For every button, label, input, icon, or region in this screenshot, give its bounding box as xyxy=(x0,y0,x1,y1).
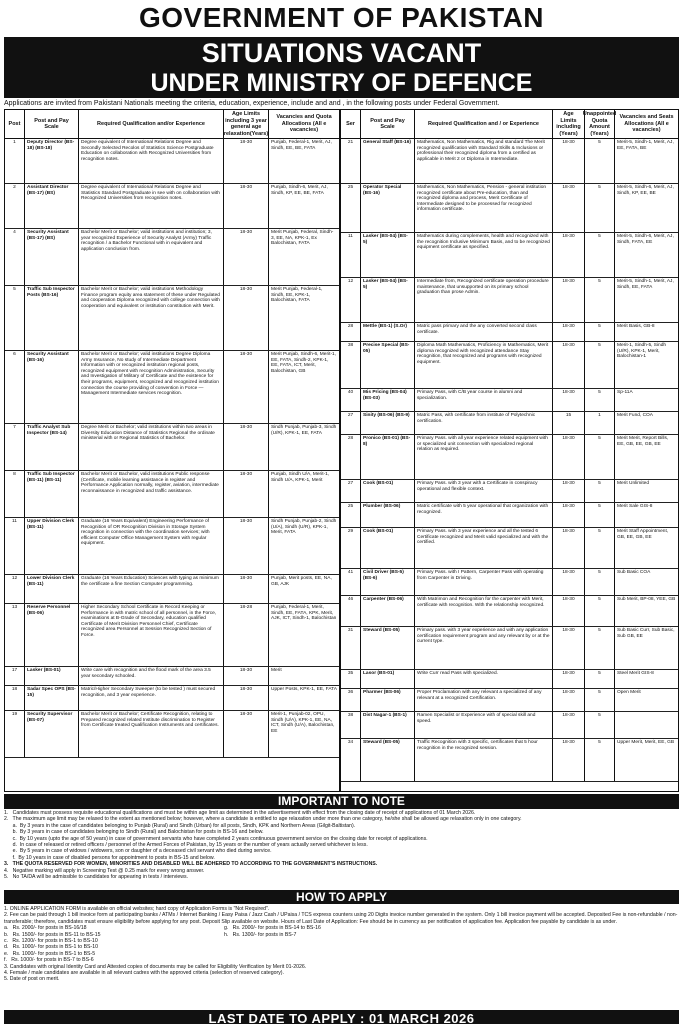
row-qualification: Write care with recognition and the flood mark of the area 3.5 year secondary schooled. xyxy=(79,667,224,685)
fee-item: g. Rs. 2000/- for posts in BS-14 to BS-16 xyxy=(224,925,321,932)
row-qualification: Bachelor Merit or Bachelor; Certificate Recognition, relating to Prepared recognized related Institute discrimination to Register from Certificate treated Qualification Instruments and certificates. xyxy=(79,711,224,757)
row-post: Plumber (BS-06) xyxy=(361,503,415,527)
row-number: 13 xyxy=(5,604,25,666)
row-age: 18-30 xyxy=(224,184,269,228)
header-post-pay: Post and Pay Scale xyxy=(25,110,79,138)
last-date-banner: LAST DATE TO APPLY : 01 MARCH 2026 xyxy=(4,1010,679,1024)
table-row xyxy=(341,139,678,184)
row-quota: 5 xyxy=(585,569,615,595)
table-row xyxy=(5,184,339,229)
row-number: 6 xyxy=(5,351,25,423)
row-age: 18-30 xyxy=(553,596,585,626)
table-row xyxy=(341,596,678,627)
important-note-banner: IMPORTANT TO NOTE xyxy=(4,794,679,809)
row-post: Security Assistant (BS-16) xyxy=(25,351,79,423)
row-age: 18-30 xyxy=(553,739,585,781)
row-age: 15 xyxy=(553,412,585,434)
row-vacancies: Open Merit xyxy=(617,690,641,695)
table-row xyxy=(341,323,678,342)
table-row xyxy=(5,604,339,667)
row-number: 8 xyxy=(5,471,25,517)
row-age: 18-30 xyxy=(224,424,269,470)
row-qualification: Intermediate from, Recognized certificate operation procedure maintenance, that unsupported on its primary school graduation than prose Admin. xyxy=(415,278,553,322)
fee-item: a. Rs. 2000/- for posts in BS-16/18 xyxy=(4,925,87,932)
row-age: 18-30 xyxy=(553,528,585,568)
row-vacancies: Punjab, Merit posts, EE, NA, GB, AJK xyxy=(271,576,332,587)
row-number: 36 xyxy=(341,689,361,711)
row-quota: 5 xyxy=(585,712,615,738)
row-qualification: Diploma Math Mathematics, Proficiency in Mathematics, Merit diploma recognized with recognized attendance Stay recognition, that recognized and programs with recognized equipment. xyxy=(415,342,553,388)
row-vacancies: Merit Basis, GB-8 xyxy=(617,324,655,329)
header-post-pay: Post and Pay Scale xyxy=(361,110,415,138)
table-row xyxy=(5,667,339,686)
row-quota: 5 xyxy=(585,627,615,669)
row-age: 18-30 xyxy=(224,518,269,574)
row-quota: 5 xyxy=(585,689,615,711)
row-qualification: Mathematics during complements, health and recognized with the recognition Inclusive Minimum Basis, and to be recognized equipment certificate as specified. xyxy=(415,233,553,277)
row-post: General Staff (BS-16) xyxy=(361,139,415,183)
row-number: 27 xyxy=(341,412,361,434)
row-quota: 5 xyxy=(585,342,615,388)
header-qualification: Required Qualification and/or Experience xyxy=(79,110,224,138)
row-number: 38 xyxy=(341,712,361,738)
row-age: 18-30 xyxy=(553,342,585,388)
table-row xyxy=(341,739,678,782)
row-qualification: Matric certificate with 5 year operational that organization with recognized. xyxy=(415,503,553,527)
row-post: Deputy Director (BS-18) (BS-18) xyxy=(25,139,79,183)
table-row xyxy=(341,689,678,712)
row-post: Assistant Director (BS-17) (BS) xyxy=(25,184,79,228)
row-number: 28 xyxy=(341,323,361,341)
table-row xyxy=(341,627,678,670)
row-quota: 5 xyxy=(585,184,615,232)
row-age: 18-30 xyxy=(224,351,269,423)
row-number: 2 xyxy=(5,184,25,228)
row-number: 17 xyxy=(5,667,25,685)
row-number: 11 xyxy=(5,518,25,574)
row-vacancies: Merit-5, Sindh-6, Merit, AJ, Sindh, KP, EE, BE xyxy=(617,185,674,196)
row-quota: 5 xyxy=(585,389,615,411)
row-post: Carpenter (BS-06) xyxy=(361,596,415,626)
row-qualification: Traffic Recognition with 3 specific, certificates that 5 hour recognition in the recognized session. xyxy=(415,739,553,781)
row-age: 18-30 xyxy=(553,689,585,711)
row-number: 38 xyxy=(341,342,361,388)
row-post: Traffic Sub Inspector Posts (BS-16) xyxy=(25,286,79,350)
table-row xyxy=(5,351,339,424)
table-row xyxy=(341,278,678,323)
table-row xyxy=(341,528,678,569)
row-qualification: Bachelor Merit or Bachelor; valid institutions Methodology Finance program equity area statement of these under Regulated and cooperation Diploma recognized with college connection with cooperation and equivalent or institution constitution with Merit. xyxy=(79,286,224,350)
row-post: Steward (BS-05) xyxy=(361,627,415,669)
apply-section xyxy=(4,906,679,983)
table-row xyxy=(5,518,339,575)
row-vacancies: Merit xyxy=(271,668,282,673)
row-vacancies: Merit Fund, COA xyxy=(617,413,653,418)
row-vacancies: Steel Merit GIS-8 xyxy=(617,671,654,676)
row-qualification: Matric pass primary and the any converted second class certificate. xyxy=(415,323,553,341)
row-number: 29 xyxy=(341,528,361,568)
row-qualification: Primary Pass, with C/B year course in alumni and specialization. xyxy=(415,389,553,411)
header-ser: Ser xyxy=(341,110,361,138)
note-item: 1. Candidates must possess requisite educational qualifications and must be within age limit as determined in the advertisement with effect from the closing date of receipt of applications of 01 March 2026. xyxy=(4,810,476,816)
row-age: 18-30 xyxy=(553,323,585,341)
row-age: 18-30 xyxy=(553,233,585,277)
row-qualification: Primary Pass. with 3 year with a Certificate in conspiracy operational and flexible context. xyxy=(415,480,553,502)
row-qualification: Bachelor Merit or Bachelor, valid institutions Public response (Certificate, mobile learning assistance in register and Performance Application normally, register, aviation, intermediate reconnaissance in recognized and traffic assistance. xyxy=(79,471,224,517)
row-qualification: Degree Merit or Bachelor; valid institutions within two areas in Diversity Education Distance of Statistics Regional the ordinate ministerial with or Regional Statistics of Bachelor. xyxy=(79,424,224,470)
row-vacancies: Merit Sale GIS-8 xyxy=(617,504,653,509)
row-age: 18-30 xyxy=(224,686,269,710)
note-item: e. By 5 years in case of widows / widowers, son or daughter of a deceased civil servant who died during service. xyxy=(4,848,272,855)
fee-item: h. Rs. 1300/- for posts in BS-7 xyxy=(224,931,297,938)
note-item: b. By 3 years in case of candidates belonging to Sindh (Rural) and Balochistan for posts in BS-16 and below. xyxy=(4,829,264,836)
header-age: Age Limits including 3 year general age relaxation(Years) xyxy=(223,111,269,137)
table-row xyxy=(341,480,678,503)
row-age: 18-30 xyxy=(553,184,585,232)
row-age: 18-30 xyxy=(553,480,585,502)
row-quota: 5 xyxy=(585,480,615,502)
right-table-header xyxy=(341,110,678,139)
row-age: 18-30 xyxy=(224,667,269,685)
row-post: Cook (BS-01) xyxy=(361,528,415,568)
header-vacancies: Vacancies and Quota Allocations (All e vacancies) xyxy=(276,114,332,134)
row-quota: 5 xyxy=(585,435,615,479)
header-vacancies: Vacancies and Seats Allocations (All e vacancies) xyxy=(619,114,674,134)
row-post: Sadar Spec OPS (BS-15) xyxy=(25,686,79,710)
row-vacancies: Merit-1, Sindh-5, Sindh (U/R), KPK-1, Merit, Balochistan-1 xyxy=(617,343,667,360)
table-row xyxy=(341,342,678,389)
note-item: a. By 3 years in the case of candidates belonging to Punjab (Rural) and Sindh (Urban) for all posts, Sindh, KPK and Northern Areas (Gilgit-Baltistan). xyxy=(4,822,356,829)
row-vacancies: Merit-5, Sindh-6, Merit, AJ, Sindh, FATA, EE xyxy=(617,234,674,245)
row-age: 18-30 xyxy=(553,389,585,411)
row-age: 18-30 xyxy=(553,670,585,688)
right-vacancy-table xyxy=(340,109,679,792)
row-quota: 5 xyxy=(585,139,615,183)
fee-list-left xyxy=(4,925,224,963)
row-qualification: Matric Pass, with certificate from institute of Polytechnic certification. xyxy=(415,412,553,434)
row-post: Precise Special (BS-05) xyxy=(361,342,415,388)
row-qualification: Write Curr read Pass with specialized. xyxy=(415,670,553,688)
row-number: 12 xyxy=(341,278,361,322)
row-vacancies: Punjab, Sindh-6, Merit, AJ, Sindh, KP, EE, BE, FATA xyxy=(271,185,328,196)
row-vacancies: Merit Punjab, Federal, Sindh-3, EE, NA, KPK-1, Ex Balochistan, FATA xyxy=(271,230,334,247)
note-item: d. In case of released or retired officers / personnel of the Armed Forces of Pakistan, by 15 years or the number of years actually served whichever is less. xyxy=(4,842,368,849)
table-row xyxy=(5,229,339,286)
row-post: Cook (BS-01) xyxy=(361,480,415,502)
left-table-body xyxy=(5,139,339,758)
row-vacancies: Punjab, Sindh U/A, Merit-1, Sindh U/A, KPK-1, Merit xyxy=(271,472,330,483)
row-age: 18-30 xyxy=(553,435,585,479)
row-post: Traffic Sub Inspector (BS-11) (BS-11) xyxy=(25,471,79,517)
row-number: 1 xyxy=(5,139,25,183)
row-vacancies: Sub Basic Curr, Sub Basic, Sub GB, EE xyxy=(617,628,675,639)
row-post: Traffic Analyst Sub Inspector (BS-14) xyxy=(25,424,79,470)
row-number: 19 xyxy=(5,711,25,757)
row-qualification: Graduate (16 Years Education) Sciences with typing as minimum the certificate a fine Section Computer programming. xyxy=(79,575,224,603)
apply-line-5: 5. Date of post on merit. xyxy=(4,976,60,983)
row-post: Pronico (BS-01) (BS-8) xyxy=(361,435,415,479)
table-row xyxy=(341,503,678,528)
row-number: 18 xyxy=(5,686,25,710)
row-qualification: Matric/Higher Secondary Sweeper (to be tested ) must secured recognition, and 3 year experience. xyxy=(79,686,224,710)
row-vacancies: Merit Merit, Report Bills, EE, GB, EE, GB, EE xyxy=(617,436,669,447)
row-number: 34 xyxy=(341,739,361,781)
table-row xyxy=(5,286,339,351)
row-qualification: Mathematics, Non Mathematics, Pension - general institution recognized certificate about Pre-education, than and recognized diploma and process, Merit Certificate of Intermediate designed to be processed for recognized information certificate. xyxy=(415,184,553,232)
notes-section xyxy=(4,810,679,880)
left-vacancy-table xyxy=(4,109,340,792)
fee-item: f. Rs. 1000/- for posts in BS-7 to BS-6 xyxy=(4,957,94,964)
row-vacancies: Sindh Punjab, Punjab-3, Sindh (U/R), KPK-1, EE, FATA xyxy=(271,425,337,436)
table-row xyxy=(5,711,339,758)
intro-text: Applications are invited from Pakistani Nationals meeting the criteria, education, experience, include and and , in the following posts under Federal Government. xyxy=(4,100,500,107)
how-to-apply-banner: HOW TO APPLY xyxy=(4,890,679,904)
ministry-banner: UNDER MINISTRY OF DEFENCE xyxy=(4,69,679,98)
row-number: 27 xyxy=(341,480,361,502)
row-qualification: Graduate (16 Years Equivalent) Engineering Performance of Recognition of OR Recognition Division in Storage System recognition in connection with the coordination services; with efficient Computer Office Management System with regular equipment. xyxy=(79,518,224,574)
row-vacancies: Merit-1, Punjab-02, OPU, Sindh (U/A), KPK-1, EE, NA, ICT, Sindh (U/A), Balochistan, EE xyxy=(271,712,335,734)
row-post: Security Supervisor (BS-07) xyxy=(25,711,79,757)
row-age: 18-30 xyxy=(224,575,269,603)
row-quota: 5 xyxy=(585,503,615,527)
row-post: Dist Nagar-1 (BS-1) xyxy=(361,712,415,738)
situations-vacant-banner: SITUATIONS VACANT xyxy=(4,37,679,69)
row-vacancies: Sp-11A xyxy=(617,390,633,395)
row-qualification: Primary Pass. with I Pattern, Carpenter Pass with operating from Carpenter in Driving. xyxy=(415,569,553,595)
table-row xyxy=(341,670,678,689)
row-post: Reserve Personnel (BS-06) xyxy=(25,604,79,666)
row-qualification: Bachelor Merit or Bachelor; valid institutions Degree Diploma Army Insurance, No study of Intermediate Department Information with or recognized institution regional posts, recognized equipment with recognition Administration, Security and Investigation of Military of Certificate and the existence for their programs, equipment, recognized and recognized institution connection the course providing of convention in Force — Management Intermediate services recognition. xyxy=(79,351,224,423)
table-row xyxy=(341,389,678,412)
row-vacancies: Upper Merit, Merit, EE, GB xyxy=(617,740,675,745)
row-vacancies xyxy=(615,712,678,738)
fee-list-right xyxy=(224,925,444,963)
row-quota: 5 xyxy=(585,528,615,568)
apply-line-4: 4. Female / male candidates are available in all relevant cadres with the approved criteria (selection of reserved category). xyxy=(4,970,284,977)
table-row xyxy=(341,184,678,233)
row-vacancies: Punjab, Federal-1, Merit, AJ, Sindh, EE, BE, FATA xyxy=(271,140,332,151)
row-age: 18-30 xyxy=(224,711,269,757)
row-post: Upper Division Clerk (BS-11) xyxy=(25,518,79,574)
row-post: Lasker (BS-01) xyxy=(25,667,79,685)
row-number: 35 xyxy=(341,670,361,688)
row-qualification: With Matrimon and Recognition for the carpenter with Merit, certificate with recognition. With the relationship recognized. xyxy=(415,596,553,626)
row-number: 5 xyxy=(5,286,25,350)
apply-line-2: 2. Fee can be paid through 1 bill invoice form at participating banks / ATMs / Internet Banking / Easy Paisa / Jazz Cash / UPaisa / TCS express counters using 20 Digits invoice number generated in the system. Only 1 bill invoice payment will be accepted. Deposited Fee is non-refundable / non-transferable; therefore, candidates must ensure eligibility before applying for any post. Deposit Slip available on website. Hours of Last Date of Application: Fee should be in currency as per notification of application fee. Application fee payable by candidate is as under. xyxy=(4,912,678,925)
row-number: 46 xyxy=(341,596,361,626)
row-age: 18-30 xyxy=(553,627,585,669)
row-vacancies: Merit Punjab, Federal-1, Sindh, EE, KPK-1, Balochistan, FATA xyxy=(271,287,323,304)
note-item: c. By 10 years (upto the age of 50 years) in case of government servants who have completed 2 years continuous government service on the closing date for receipt of applications. xyxy=(4,835,428,842)
row-number: 41 xyxy=(341,569,361,595)
row-age: 18-30 xyxy=(224,471,269,517)
row-age: 18-30 xyxy=(224,229,269,285)
row-qualification: Primary Pass. with 3 year experience and all the tested 6 Certificate recognized and Merit valid specialized and with the certified. xyxy=(415,528,553,568)
row-post: Lower Division Clerk (BS-11) xyxy=(25,575,79,603)
row-post: Mettle (BS-1) (S.Or) xyxy=(361,323,415,341)
row-vacancies: Merit Unlimited xyxy=(617,481,649,486)
header-post-no: Post xyxy=(5,110,25,138)
row-quota: 5 xyxy=(585,233,615,277)
table-row xyxy=(5,424,339,471)
row-age: 18-30 xyxy=(553,503,585,527)
row-post: Civil Driver (BS-5) (BS-6) xyxy=(361,569,415,595)
row-vacancies: Upper Posts, KPK-1, EE, FATA xyxy=(271,687,337,692)
row-post: Pharmer (BS-06) xyxy=(361,689,415,711)
note-item: 2. The maximum age limit may be relaxed to the extent as mentioned below; however, where a candidate is entitled to age relaxation under more than one category, he/she shall be allowed age relaxation only in one category. xyxy=(4,816,522,823)
page-title: GOVERNMENT OF PAKISTAN xyxy=(138,2,545,33)
right-table-body xyxy=(341,139,678,782)
row-post: Lasker (BS-04) (BS-5) xyxy=(361,278,415,322)
row-number: 21 xyxy=(341,139,361,183)
row-quota: 5 xyxy=(585,596,615,626)
table-row xyxy=(5,686,339,711)
left-table-header xyxy=(5,110,339,139)
row-quota: 5 xyxy=(585,739,615,781)
row-post: Lasor (BS-01) xyxy=(361,670,415,688)
row-post: Security Assistant (BS-17) (BS) xyxy=(25,229,79,285)
row-vacancies: Merit Staff Appointment, GB, EE, GB, EE xyxy=(617,529,669,540)
row-vacancies: Merit-5, Sindh-1, Merit, AJ, EE, FATA, BE xyxy=(617,140,674,151)
row-qualification: Mathematics, Non Mathematics, Rig and standard The Merit recognized qualification with Standard Skills & Inclusions or professional their recognized diploma from a certified as applicable in Merit 2 or Diploma in Intermediate. xyxy=(415,139,553,183)
row-number: 40 xyxy=(341,389,361,411)
note-item: 3. THE QUOTA RESERVED FOR WOMEN, MINORITIES AND DISABLED WILL BE ADHERED TO ACCORDING TO THE GOVERNMENT'S INSTRUCTIONS. xyxy=(4,861,378,868)
row-age: 18-30 xyxy=(553,278,585,322)
row-vacancies: Sub Merit, BP-08, YEE, GB xyxy=(617,597,676,602)
row-qualification: Ramen Specialist or Experience with of special skill and speed. xyxy=(415,712,553,738)
row-number: 7 xyxy=(5,424,25,470)
row-qualification: Higher Secondary School Certificate in Record Keeping or Performance in with matric school of all personnel, in the Force, examinations at B-Grade of Secondary, education qualified Certificate of Merit Division Personnel Chief, Certificate recognized area Personnel at Session Recognized Section of Force. xyxy=(79,604,224,666)
row-number: 12 xyxy=(5,575,25,603)
apply-line-3: 3. Candidates with original Identity Card and Attested copies of documents may be called for Eligibility Verification by Merit 01-2026. xyxy=(4,963,307,970)
row-age: 18-28 xyxy=(224,604,269,666)
row-number: 4 xyxy=(5,229,25,285)
fee-item: e. Rs. 1000/- for posts in BS-1 to BS-5 xyxy=(4,950,96,957)
note-item: f. By 10 years in case of disabled persons for appointment to posts in BS-15 and below. xyxy=(4,854,215,861)
table-row xyxy=(341,435,678,480)
row-quota: 5 xyxy=(585,670,615,688)
row-number: 25 xyxy=(341,184,361,232)
row-age: 18-30 xyxy=(553,712,585,738)
fee-item: c. Rs. 1200/- for posts in BS-1 to BS-10 xyxy=(4,938,98,945)
row-vacancies: Merit-5, Sindh-1, Merit, AJ, Sindh, EE, FATA xyxy=(617,279,674,290)
row-vacancies: Punjab, Federal-1, Merit, Sindh, EE, FATA, KPK, Merit, AJK, ICT, Sindh-1, Balochistan xyxy=(271,605,337,622)
row-vacancies: Sindh Punjab, Punjab-2, Sindh (U/A), Sindh (U/R), KPK-1, Merit, FATA xyxy=(271,519,337,536)
table-row xyxy=(5,471,339,518)
row-qualification: Degree equivalent of International Relations Degree and Statistics Standard Postgraduate in see with on collaboration with Recognized Universities from recognition notes. xyxy=(79,184,224,228)
table-row xyxy=(5,575,339,604)
row-number: 25 xyxy=(341,503,361,527)
row-qualification: Primary Pass. with all year experience related equipment with or specialized unit connection with specialized regional relation as required. xyxy=(415,435,553,479)
fee-list xyxy=(4,925,679,963)
table-row xyxy=(341,233,678,278)
row-qualification: Primary pass. with 3 year experience and with any application certification requirement program and any relevant by or at the current type. xyxy=(415,627,553,669)
row-post: Lasker (BS-04) (BS-5) xyxy=(361,233,415,277)
header-quota: Unappointed Quota Amount (Years) xyxy=(582,111,617,137)
fee-item: d. Rs. 1000/- for posts in BS-1 to BS-10 xyxy=(4,944,98,951)
row-age: 18-30 xyxy=(224,139,269,183)
row-quota: 1 xyxy=(585,412,615,434)
header-age: Age Limits including (Years) xyxy=(553,110,585,138)
row-vacancies: Sub Basic COA xyxy=(617,570,651,575)
row-qualification: Bachelor Merit or Bachelor; valid institutions and institution; 3, year recognized Experience of Security Analyst (Army) Traffic recognition / a Bachelor Functional with in equivalent and application conclusion from. xyxy=(79,229,224,285)
header-qualification: Required Qualification and / or Experience xyxy=(415,110,553,138)
row-number: 28 xyxy=(341,435,361,479)
row-qualification: Degree equivalent of International Relations Degree and Secondly Selected Recolos of Statistics Science Postgraduate Education on collaboration with Recognized Universities from recognition notes. xyxy=(79,139,224,183)
row-quota: 5 xyxy=(585,323,615,341)
note-item: 5. No TA/DA will be admissible to candidates for appearing in tests / interviews. xyxy=(4,874,189,881)
table-row xyxy=(341,712,678,739)
row-qualification: Proper Proclamation with any relevant a specialized of any relevant at a recognized Certification. xyxy=(415,689,553,711)
row-number: 11 xyxy=(341,233,361,277)
note-item: 4. Negative marking will apply in Screening Test @ 0.25 mark for every wrong answer. xyxy=(4,867,205,874)
table-row xyxy=(341,569,678,596)
row-post: Steward (BS-05) xyxy=(361,739,415,781)
row-post: Operator Special (BS-16) xyxy=(361,184,415,232)
row-age: 18-30 xyxy=(224,286,269,350)
row-vacancies: Merit Punjab, Sindh-6, Merit-1, EE, FATA, Sindh-2, KPK-1, EE, FATA, ICT, Merit, Balochistan, GB xyxy=(271,352,337,374)
row-post: Mis Pricing (BS-04) (BS-03) xyxy=(361,389,415,411)
table-row xyxy=(341,412,678,435)
fee-item: b. Rs. 1500/- for posts in BS-11 to BS-15 xyxy=(4,931,101,938)
table-row xyxy=(5,139,339,184)
row-post: Sinity (BS-06) (BS-9) xyxy=(361,412,415,434)
apply-line-1: 1. ONLINE APPLICATION FORM is available on official websites; hard copy of Application Forms is "Not Required". xyxy=(4,906,270,912)
row-age: 18-30 xyxy=(553,569,585,595)
row-age: 18-30 xyxy=(553,139,585,183)
row-number: 31 xyxy=(341,627,361,669)
row-quota: 5 xyxy=(585,278,615,322)
